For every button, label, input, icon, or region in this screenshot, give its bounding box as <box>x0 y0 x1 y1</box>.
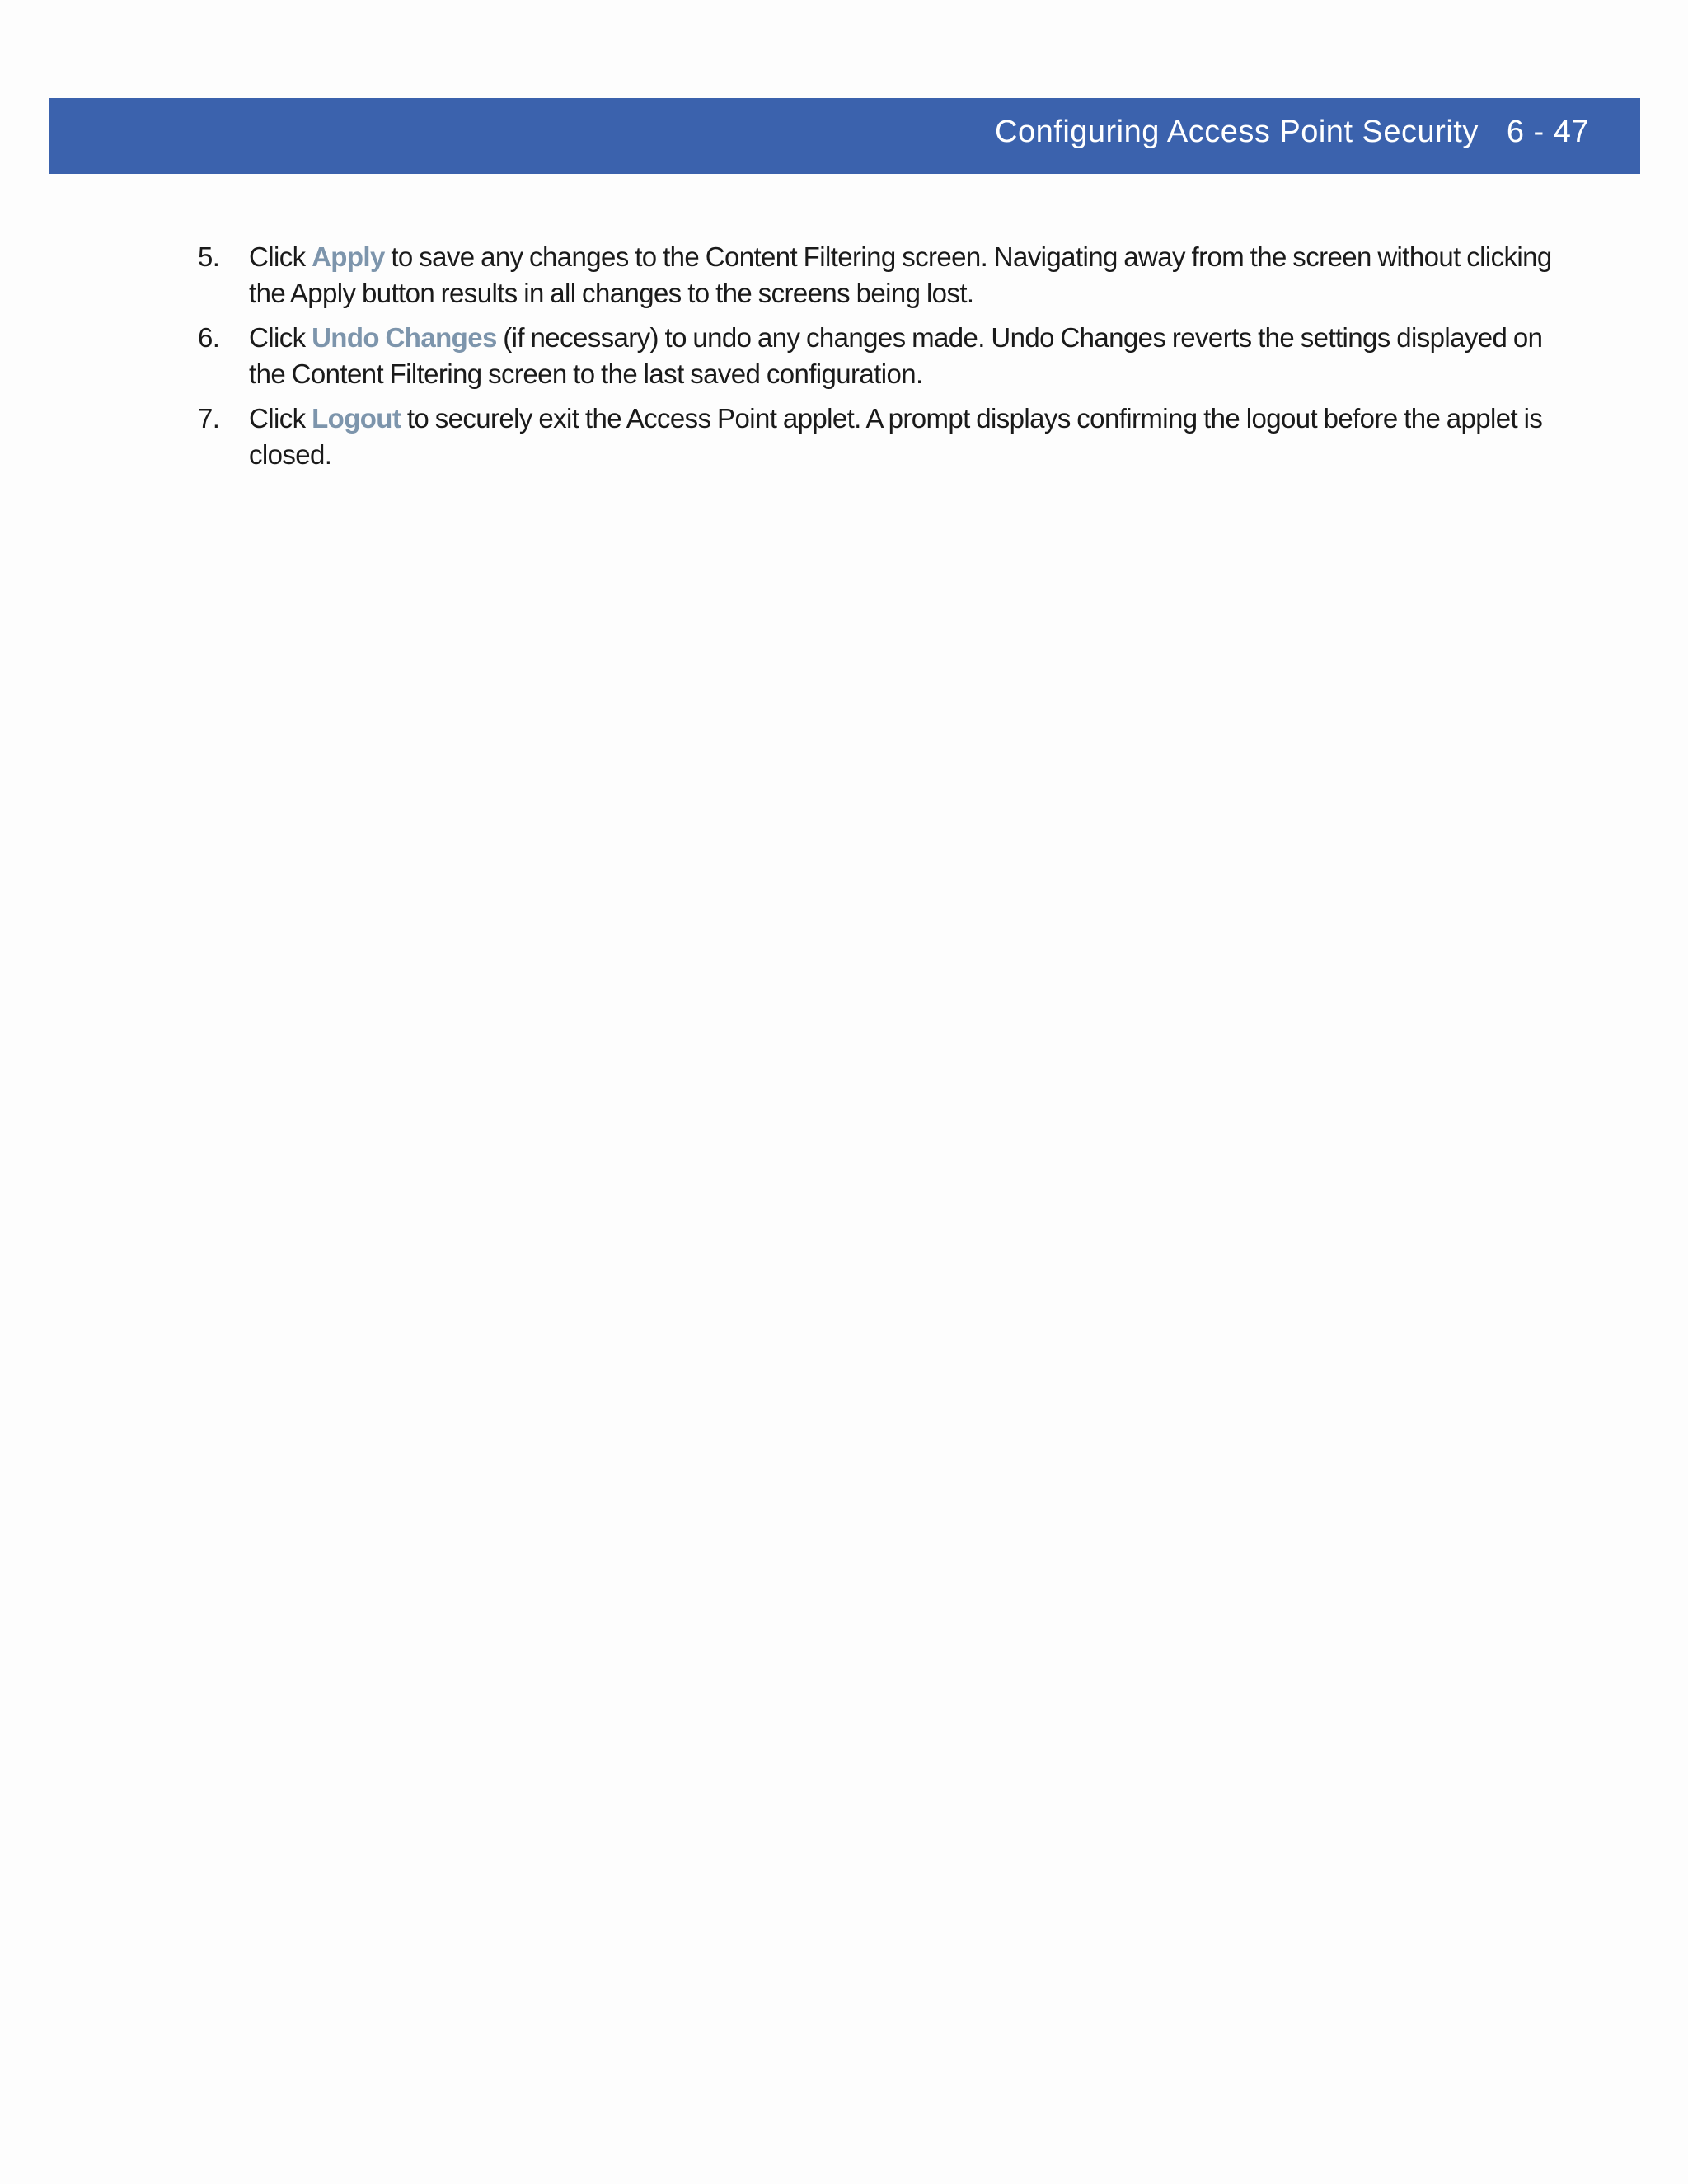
step-lead: Click <box>249 403 312 434</box>
undo-changes-keyword: Undo Changes <box>312 322 497 353</box>
running-header <box>995 115 1589 150</box>
step-lead: Click <box>249 322 312 353</box>
step-lead: Click <box>249 241 312 272</box>
step-item <box>198 320 1582 392</box>
apply-keyword: Apply <box>312 241 385 272</box>
page-header-bar <box>49 98 1640 174</box>
page-number: 6 - 47 <box>1506 115 1589 149</box>
procedure-steps <box>198 239 1582 481</box>
section-title: Configuring Access Point Security <box>995 115 1479 149</box>
step-text: to securely exit the Access Point applet. A prompt displays confirming the logout before the applet is closed. <box>249 403 1543 470</box>
step-number: 7. <box>198 403 220 434</box>
step-item <box>198 401 1582 473</box>
step-text: (if necessary) to undo any changes made. Undo Changes reverts the settings displayed on the Content Filtering screen to the last saved configuration. <box>249 322 1543 389</box>
logout-keyword: Logout <box>312 403 401 434</box>
step-number: 5. <box>198 241 220 272</box>
step-number: 6. <box>198 322 220 353</box>
step-item <box>198 239 1582 312</box>
step-text: to save any changes to the Content Filtering screen. Navigating away from the screen without clicking the Apply button results in all changes to the screens being lost. <box>249 241 1552 308</box>
